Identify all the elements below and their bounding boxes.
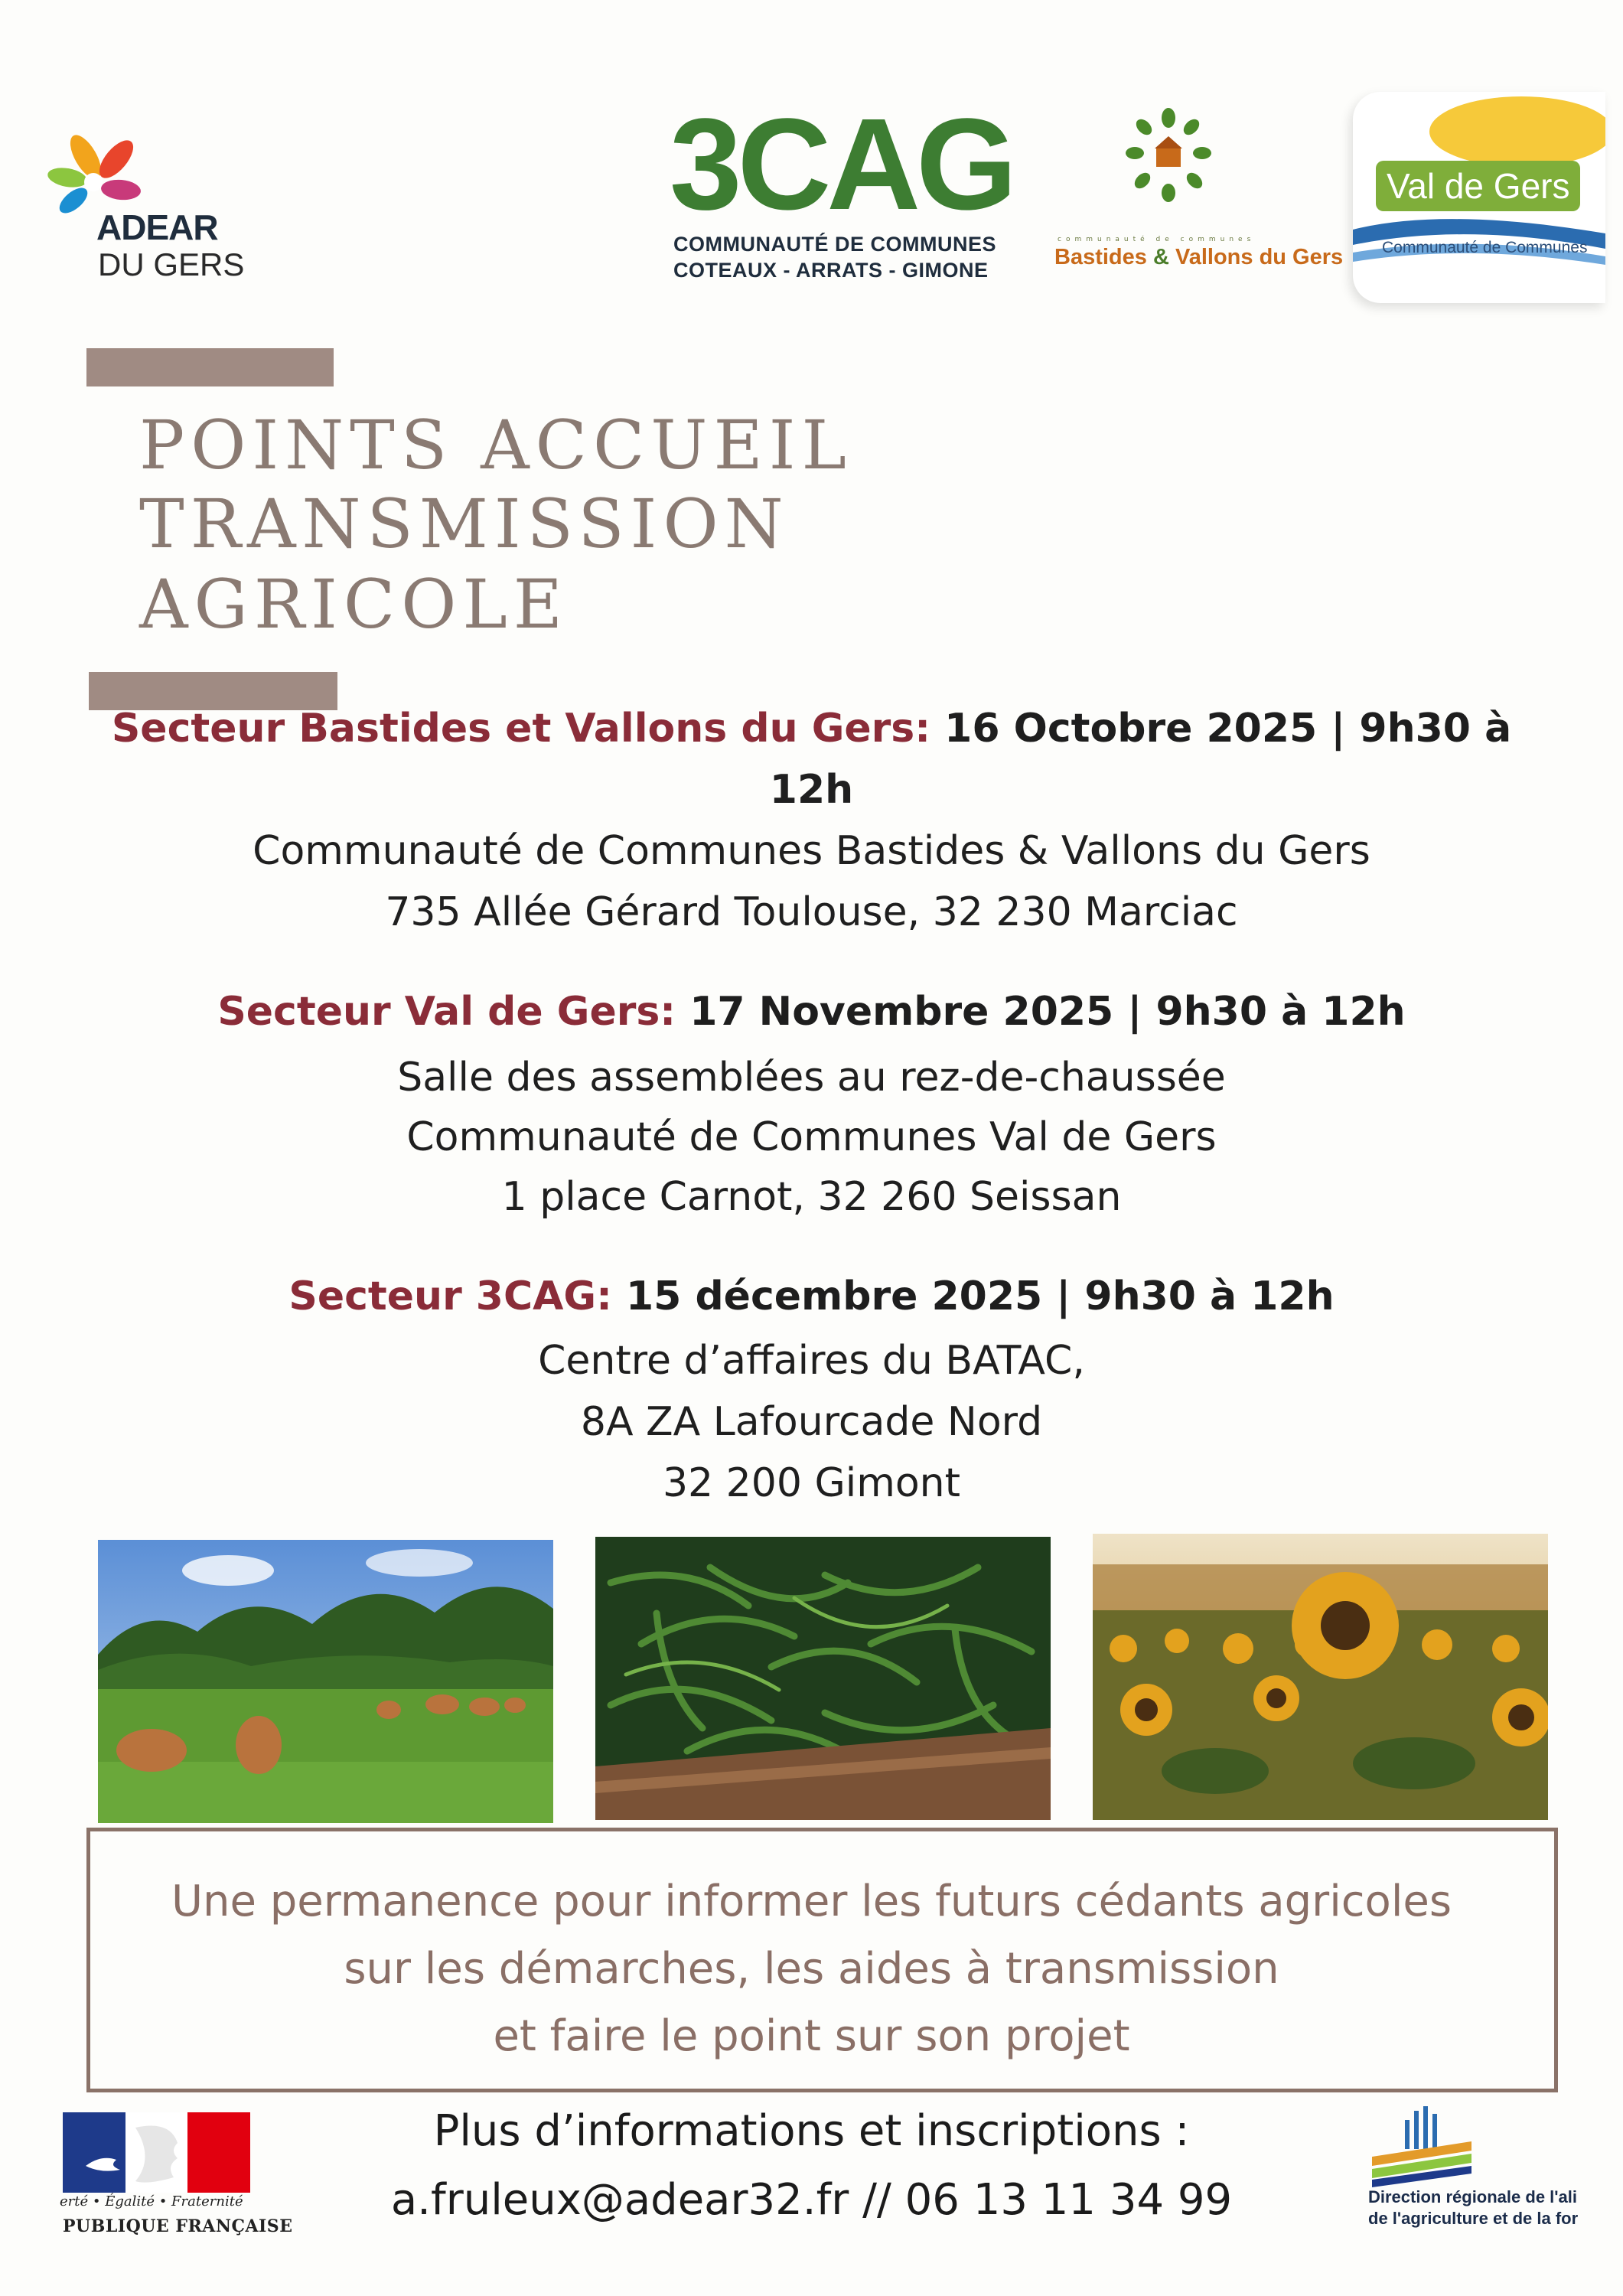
sector-3-label: Secteur 3CAG: bbox=[288, 1274, 612, 1319]
cag-logo-line1: COMMUNAUTÉ DE COMMUNES bbox=[673, 233, 996, 256]
sector-3-address-line2: 8A ZA Lafourcade Nord bbox=[580, 1399, 1043, 1445]
sector-2-address-line1: Salle des assemblées au rez-de-chaussée bbox=[397, 1055, 1226, 1101]
sector-2-heading bbox=[0, 989, 1623, 1035]
val-de-gers-logo-name: Val de Gers bbox=[1376, 161, 1580, 211]
page-title-line1: POINTS ACCUEIL bbox=[139, 406, 852, 484]
bastides-logo-small: communauté de communes bbox=[1058, 236, 1256, 243]
sector-1-heading bbox=[0, 706, 1623, 752]
bastides-vallons-emblem-icon bbox=[1121, 107, 1217, 214]
adear-flower-icon bbox=[46, 115, 145, 222]
sector-3-address-line3: 32 200 Gimont bbox=[662, 1460, 961, 1506]
cows-pasture-photo bbox=[98, 1540, 553, 1823]
bastides-logo-name bbox=[1054, 245, 1343, 270]
sector-1-address-line1: Communauté de Communes Bastides & Vallons du Gers bbox=[253, 828, 1370, 874]
sector-2-address-line2: Communauté de Communes Val de Gers bbox=[406, 1114, 1217, 1160]
republique-name: PUBLIQUE FRANÇAISE bbox=[63, 2216, 293, 2236]
contact-heading: Plus d’informations et inscriptions : bbox=[433, 2106, 1190, 2156]
sector-1-date: 16 Octobre 2025 | 9h30 à bbox=[944, 706, 1512, 752]
sector-1-date-continued: 12h bbox=[769, 767, 854, 813]
sector-3-date: 15 décembre 2025 | 9h30 à 12h bbox=[625, 1274, 1335, 1319]
sector-3-heading bbox=[0, 1274, 1623, 1319]
title-accent-bar-bottom bbox=[89, 672, 337, 710]
sector-2-address-line3: 1 place Carnot, 32 260 Seissan bbox=[501, 1174, 1122, 1220]
cag-logo: 3CAG bbox=[670, 92, 1013, 237]
val-de-gers-logo-sub: Communauté de Communes bbox=[1382, 239, 1588, 256]
adear-logo-sub: DU GERS bbox=[98, 246, 245, 282]
page-title-line2: TRANSMISSION bbox=[139, 484, 790, 563]
sector-2-date: 17 Novembre 2025 | 9h30 à 12h bbox=[689, 989, 1406, 1035]
page-title-line3: AGRICOLE bbox=[139, 565, 569, 644]
bastides-logo-amp: & bbox=[1152, 245, 1169, 269]
draaf-line-2: de l'agriculture et de la for bbox=[1368, 2209, 1579, 2228]
draaf-logo-icon bbox=[1368, 2103, 1475, 2187]
green-beans-photo bbox=[595, 1537, 1051, 1820]
title-accent-bar-top bbox=[86, 348, 334, 386]
bastides-logo-name-a: Bastides bbox=[1054, 245, 1147, 269]
sector-2-label: Secteur Val de Gers: bbox=[217, 989, 676, 1035]
cag-logo-line2: COTEAUX - ARRATS - GIMONE bbox=[673, 259, 989, 282]
info-line-2: sur les démarches, les aides à transmission bbox=[344, 1944, 1279, 1994]
info-line-3: et faire le point sur son projet bbox=[493, 2011, 1130, 2061]
info-line-1: Une permanence pour informer les futurs cédants agricoles bbox=[171, 1877, 1452, 1926]
draaf-line-1: Direction régionale de l'ali bbox=[1368, 2187, 1577, 2206]
contact-details: a.fruleux@adear32.fr // 06 13 11 34 99 bbox=[390, 2175, 1233, 2225]
sector-1-label: Secteur Bastides et Vallons du Gers: bbox=[111, 706, 931, 752]
bastides-logo-name-b: Vallons du Gers bbox=[1175, 245, 1344, 269]
adear-logo-name: ADEAR bbox=[96, 207, 218, 247]
sector-3-address-line1: Centre d’affaires du BATAC, bbox=[538, 1338, 1085, 1384]
republique-motto: erté • Égalité • Fraternité bbox=[60, 2193, 243, 2210]
sector-1-address-line2: 735 Allée Gérard Toulouse, 32 230 Marciac bbox=[385, 889, 1238, 935]
sunflowers-photo bbox=[1093, 1534, 1548, 1820]
